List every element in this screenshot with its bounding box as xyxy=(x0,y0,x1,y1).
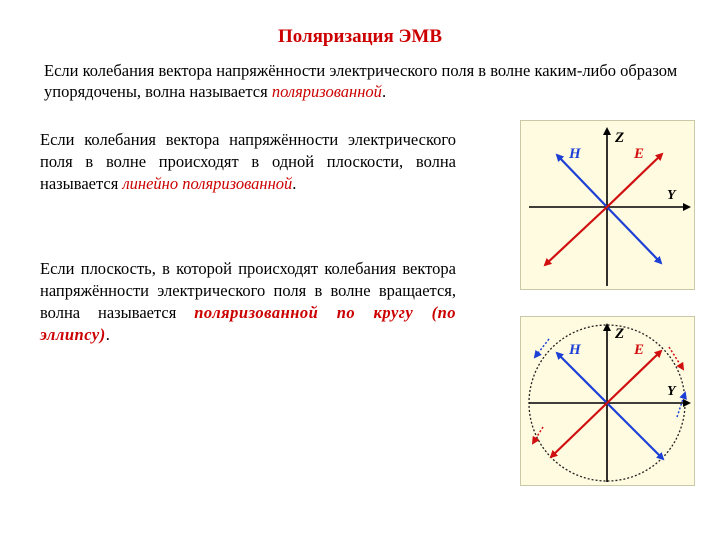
linear-text: Если колебания вектора напряжённости электрического поля в волне происходят в одной плоскости, волна называется xyxy=(40,130,456,193)
h-vector-opposite xyxy=(557,353,607,403)
intro-paragraph xyxy=(44,60,684,102)
intro-end: . xyxy=(381,82,387,101)
z-axis-label: Z xyxy=(615,326,625,342)
e-vector-opposite xyxy=(545,207,607,265)
h-vector-opposite xyxy=(557,155,607,207)
circular-end: . xyxy=(105,325,110,344)
circular-diagram-svg xyxy=(521,317,696,487)
intro-text: Если колебания вектора напряжённости электрического поля в волне каким-либо образом упорядочены, волна называется xyxy=(44,61,678,101)
z-axis-label: Z xyxy=(615,130,625,146)
e-label: E xyxy=(634,146,645,162)
h-label: H xyxy=(569,146,581,162)
h-rotation-arrow-right xyxy=(677,393,685,417)
y-axis-label: Y xyxy=(667,384,676,399)
circular-term: поляризованной по кругу (по эллипсу) xyxy=(40,303,457,344)
e-label: E xyxy=(634,342,645,358)
circular-polarization-diagram xyxy=(520,316,695,486)
y-axis-label: Y xyxy=(667,188,676,203)
linear-end: . xyxy=(292,174,297,193)
linear-polarization-diagram xyxy=(520,120,695,290)
h-vector xyxy=(607,207,661,263)
circular-polarization-paragraph xyxy=(40,258,456,346)
e-vector xyxy=(607,351,661,403)
h-label: H xyxy=(569,342,581,358)
page-title: Поляризация ЭМВ xyxy=(277,26,443,47)
circular-text: Если плоскость, в которой происходят колебания вектора напряжённости электрического поля в волне вращается, волна называется xyxy=(40,259,456,322)
h-vector xyxy=(607,403,663,459)
linear-polarization-paragraph xyxy=(40,129,456,195)
linear-term: линейно поляризованной xyxy=(122,174,293,193)
linear-diagram-svg xyxy=(521,121,696,291)
intro-term: поляризованной xyxy=(271,82,382,101)
e-vector-opposite xyxy=(551,403,607,457)
